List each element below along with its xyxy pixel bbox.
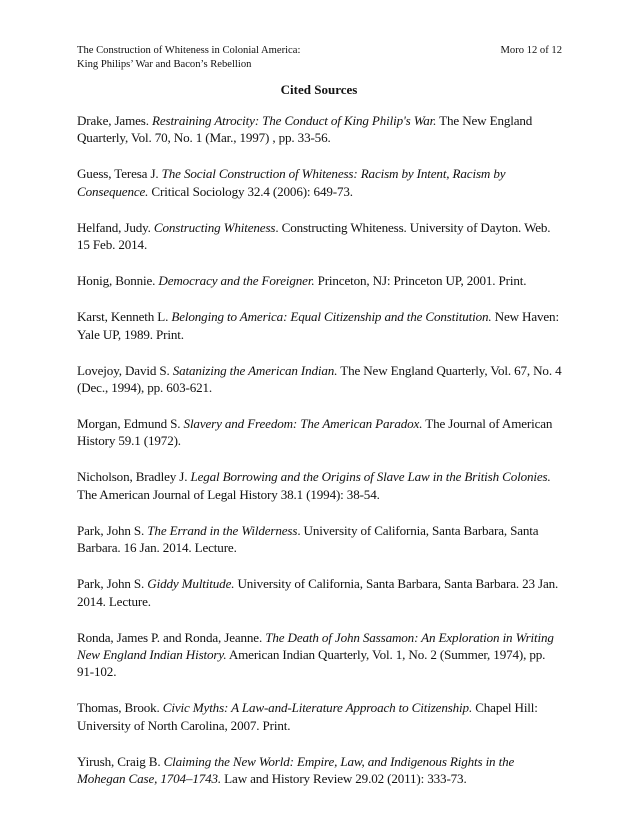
reference-entry <box>77 468 565 503</box>
reference-title: Democracy and the Foreigner. <box>158 273 315 289</box>
reference-author: Honig, Bonnie. <box>77 273 159 289</box>
reference-title: Satanizing the American Indian. <box>172 362 338 378</box>
reference-entry <box>77 629 565 681</box>
reference-title: The Errand in the Wilderness <box>147 522 298 538</box>
reference-publication: University of California, Santa Barbara, Santa Barbara. 23 Jan. 2014. Lecture. <box>77 576 559 609</box>
reference-title: The Social Construction of Whiteness: Racism by Intent, Racism by Consequence. <box>77 166 506 199</box>
reference-author: Guess, Teresa J. <box>77 166 162 182</box>
header-line-1: The Construction of Whiteness in Colonial America: <box>77 45 301 56</box>
reference-entry <box>77 753 565 788</box>
reference-title: Restraining Atrocity: The Conduct of King Philip's War. <box>151 113 437 128</box>
reference-author: Karst, Kenneth L. <box>77 309 172 325</box>
reference-entry <box>77 308 565 343</box>
reference-publication: Princeton, NJ: Princeton UP, 2001. Print. <box>314 273 527 289</box>
reference-publication: The New England Quarterly, Vol. 70, No. 1 (Mar., 1997) , pp. 33-56. <box>77 113 533 146</box>
reference-entry <box>77 575 565 610</box>
reference-title: Claiming the New World: Empire, Law, and Indigenous Rights in the Mohegan Case, 1704–1743. <box>77 753 515 787</box>
reference-author: Thomas, Brook. <box>77 700 163 716</box>
reference-entry <box>77 165 565 200</box>
running-header <box>77 44 437 72</box>
reference-entry <box>77 522 565 557</box>
reference-publication: Critical Sociology 32.4 (2006): 649-73. <box>148 183 353 199</box>
reference-entry <box>77 699 565 734</box>
reference-title: Civic Myths: A Law-and-Literature Approach to Citizenship. <box>162 700 473 716</box>
reference-author: Park, John S. <box>77 522 148 538</box>
reference-title: Giddy Multitude. <box>147 576 235 592</box>
reference-title: Belonging to America: Equal Citizenship and the Constitution. <box>171 309 492 325</box>
reference-publication: The New England Quarterly, Vol. 67, No. 4 (Dec., 1994), pp. 603-621. <box>77 362 562 396</box>
reference-author: Nicholson, Bradley J. <box>77 469 191 485</box>
reference-author: Helfand, Judy. <box>77 219 154 235</box>
section-title: Cited Sources <box>280 82 358 97</box>
reference-entry <box>77 415 565 450</box>
reference-author: Park, John S. <box>77 576 148 592</box>
reference-title: Constructing Whiteness <box>153 219 276 235</box>
page-number: Moro 12 of 12 <box>500 45 562 56</box>
reference-author: Lovejoy, David S. <box>77 362 173 378</box>
reference-entry <box>77 362 565 397</box>
reference-publication: New Haven: Yale UP, 1989. Print. <box>77 309 559 342</box>
reference-publication: Chapel Hill: University of North Carolina, 2007. Print. <box>77 700 538 733</box>
reference-author: Drake, James. <box>77 113 152 128</box>
reference-author: Yirush, Craig B. <box>77 753 164 769</box>
reference-author: Ronda, James P. and Ronda, Jeanne. <box>77 629 266 645</box>
reference-publication: American Indian Quarterly, Vol. 1, No. 2 (Summer, 1974), pp. 91-102. <box>77 647 546 680</box>
header-line-2: King Philips’ War and Bacon’s Rebellion <box>77 59 252 70</box>
reference-publication: . Constructing Whiteness. University of Dayton. Web. 15 Feb. 2014. <box>77 219 551 253</box>
reference-author: Morgan, Edmund S. <box>77 416 184 432</box>
reference-publication: Law and History Review 29.02 (2011): 333-73. <box>221 771 467 787</box>
reference-publication: The American Journal of Legal History 38.1 (1994): 38-54. <box>77 486 380 502</box>
reference-entry <box>77 272 565 289</box>
reference-publication: . University of California, Santa Barbara, Santa Barbara. 16 Jan. 2014. Lecture. <box>77 522 539 556</box>
reference-entry <box>77 112 565 147</box>
reference-publication: The Journal of American History 59.1 (1972). <box>77 416 553 449</box>
reference-title: Legal Borrowing and the Origins of Slave Law in the British Colonies. <box>190 469 551 485</box>
reference-title: The Death of John Sassamon: An Exploration in Writing New England Indian History. <box>77 629 554 663</box>
reference-list <box>77 112 565 806</box>
reference-entry <box>77 219 565 254</box>
reference-title: Slavery and Freedom: The American Paradox. <box>183 416 423 432</box>
